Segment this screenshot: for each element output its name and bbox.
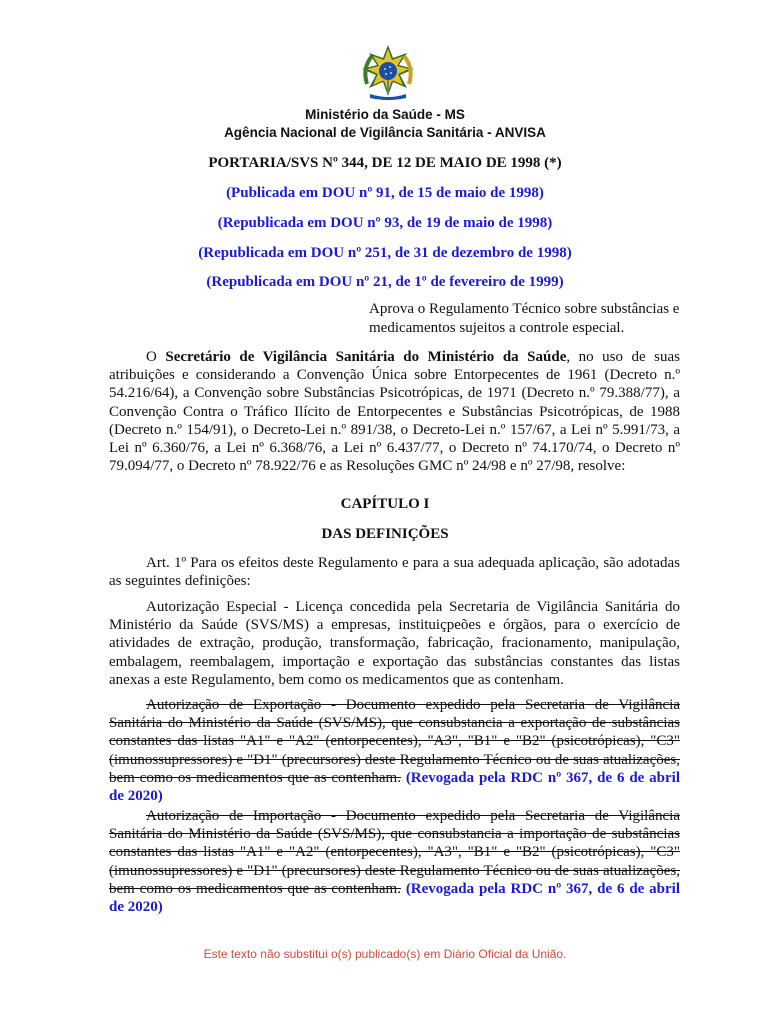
ministry-name: Ministério da Saúde - MS	[305, 107, 465, 122]
preamble-authority: Secretário de Vigilância Sanitária do Ministério da Saúde	[165, 349, 567, 365]
revocation-note-importacao: (Revogada pela RDC nº 367, de 6 de abril de 2020)	[109, 880, 681, 916]
revoked-text-importacao: Autorização de Importação - Documento expedido pela Secretaria de Vigilância Sanitária do Ministério da Saúde (SVS/MS), que consubstancia a importação de substâncias constantes das listas "A1" e "A2" (entorpecentes), "A3", "B1" e "B2" (psicotrópicas), "C3" (imunossupressores) e "D1" (precursores) deste Regulamento Técnico ou de suas atualizações, bem como os medicamentos que as contenham.	[109, 808, 680, 897]
preamble-paragraph	[109, 348, 680, 475]
revocation-note-exportacao: (Revogada pela RDC nº 367, de 6 de abril de 2020)	[109, 769, 681, 805]
document-title: PORTARIA/SVS Nº 344, DE 12 DE MAIO DE 1998 (*)	[208, 155, 562, 171]
publication-note-1: (Publicada em DOU nº 91, de 15 de maio de 1998)	[226, 185, 544, 201]
preamble-body: , no uso de suas atribuições e considerando a Convenção Única sobre Entorpecentes de 1961 (Decreto n.º 54.216/64), a Convenção sobre Substâncias Psicotrópicas, de 1971 (Decreto n.º 79.388/77), a Convenção Contra o Tráfico Ilícito de Entorpecentes e Substâncias Psicotrópicas, de 1988 (Decreto n.º 154/91), o Decreto-Lei n.º 891/38, o Decreto-Lei n.º 157/67, a Lei nº 5.991/73, a Lei nº 6.360/76, a Lei nº 6.368/76, a Lei nº 6.437/77, o Decreto nº 74.170/74, o Decreto nº 79.094/77, o Decreto nº 78.922/76 e as Resoluções GMC nº 24/98 e nº 27/98, resolve:	[109, 349, 680, 475]
footer-disclaimer: Este texto não substitui o(s) publicado(s) em Diário Oficial da União.	[203, 947, 567, 961]
chapter-heading: CAPÍTULO I	[340, 496, 430, 512]
definition-autorizacao-exportacao	[109, 696, 680, 805]
publication-note-2: (Republicada em DOU nº 93, de 19 de maio de 1998)	[217, 215, 553, 231]
publication-note-3: (Republicada em DOU nº 251, de 31 de dezembro de 1998)	[198, 245, 572, 261]
agency-name: Agência Nacional de Vigilância Sanitária - ANVISA	[224, 125, 546, 140]
definition-autorizacao-importacao	[109, 807, 680, 916]
preamble-lead: O	[146, 349, 166, 365]
summary-text: Aprova o Regulamento Técnico sobre substâncias e medicamentos sujeitos a controle especial.	[369, 301, 680, 336]
article-1: Art. 1º Para os efeitos deste Regulamento e para a sua adequada aplicação, são adotadas as seguintes definições:	[109, 555, 680, 590]
chapter-title: DAS DEFINIÇÕES	[321, 526, 449, 542]
revoked-text-exportacao: Autorização de Exportação - Documento expedido pela Secretaria de Vigilância Sanitária do Ministério da Saúde (SVS/MS), que consubstancia a exportação de substâncias constantes das listas "A1" e "A2" (entorpecentes), "A3", "B1" e "B2" (psicotrópicas), "C3" (imunossupressores) e "D1" (precursores) deste Regulamento Técnico ou de suas atualizações, bem como os medicamentos que as contenham.	[109, 697, 680, 786]
brazil-coat-of-arms-icon	[358, 44, 418, 102]
publication-note-4: (Republicada em DOU nº 21, de 1º de fevereiro de 1999)	[206, 274, 564, 290]
definition-autorizacao-especial: Autorização Especial - Licença concedida pela Secretaria de Vigilância Sanitária do Ministério da Saúde (SVS/MS) a empresas, instituiçpeões e órgãos, para o exercício de atividades de extração, produção, transformação, fabricação, fracionamento, manipulação, embalagem, reembalagem, importação e exportação das substâncias constantes das listas anexas a este Regulamento, bem como os medicamentos que as contenham.	[109, 599, 680, 688]
